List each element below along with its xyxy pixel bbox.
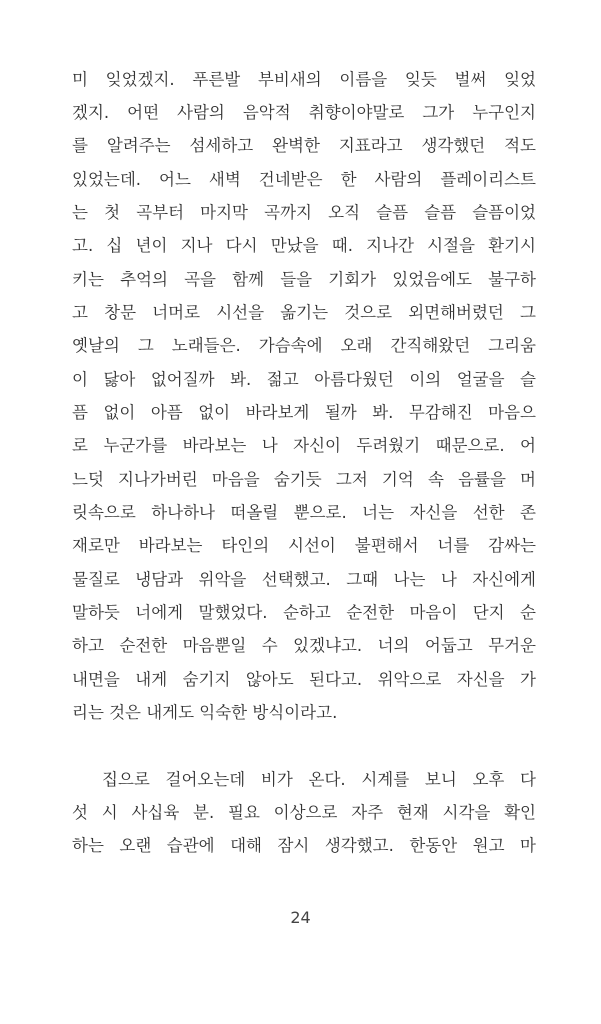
text-line: 릿속으로 하나하나 떠올릴 뿐으로. 너는 자신을 선한 존: [72, 503, 536, 522]
text-line: 섯 시 사십육 분. 필요 이상으로 자주 현재 시각을 확인: [72, 803, 536, 822]
text-line: 를 알려주는 섬세하고 완벽한 지표라고 생각했던 적도: [72, 136, 536, 155]
text-line: 하고 순전한 마음뿐일 수 있겠냐고. 너의 어둡고 무거운: [72, 636, 536, 655]
text-line: 로 누군가를 바라보는 나 자신이 두려웠기 때문으로. 어: [72, 436, 536, 455]
text-line: 미 잊었겠지. 푸른발 부비새의 이름을 잊듯 벌써 잊었: [72, 70, 536, 89]
text-line: 는 첫 곡부터 마지막 곡까지 오직 슬픔 슬픔 슬픔이었: [72, 203, 536, 222]
text-line: 있었는데. 어느 새벽 건네받은 한 사람의 플레이리스트: [72, 170, 536, 189]
text-line: 리는 것은 내게도 익숙한 방식이라고.: [72, 703, 338, 722]
text-line: 픔 없이 아픔 없이 바라보게 될까 봐. 무감해진 마음으: [72, 403, 536, 422]
text-line: 집으로 걸어오는데 비가 온다. 시계를 보니 오후 다: [102, 770, 536, 789]
text-line: 하는 오랜 습관에 대해 잠시 생각했고. 한동안 원고 마: [72, 836, 536, 855]
text-line: 내면을 내게 숨기지 않아도 된다고. 위악으로 자신을 가: [72, 670, 536, 689]
page-number: 24: [290, 908, 311, 927]
text-line: 이 닳아 없어질까 봐. 젊고 아름다웠던 이의 얼굴을 슬: [72, 370, 536, 389]
text-line: 물질로 냉담과 위악을 선택했고. 그때 나는 나 자신에게: [72, 570, 536, 589]
text-line: 겠지. 어떤 사람의 음악적 취향이야말로 그가 누구인지: [72, 103, 536, 122]
text-line: 말하듯 너에게 말했었다. 순하고 순전한 마음이 단지 순: [72, 603, 536, 622]
text-line: 재로만 바라보는 타인의 시선이 불편해서 너를 감싸는: [72, 536, 536, 555]
text-line: 고. 십 년이 지나 다시 만났을 때. 지나간 시절을 환기시: [72, 236, 536, 255]
text-line: 고 창문 너머로 시선을 옮기는 것으로 외면해버렸던 그: [72, 303, 536, 322]
text-line: 느덧 지나가버린 마음을 숨기듯 그저 기억 속 음률을 머: [72, 470, 536, 489]
text-line: 키는 추억의 곡을 함께 들을 기회가 있었음에도 불구하: [72, 270, 536, 289]
text-line: 옛날의 그 노래들은. 가슴속에 오래 간직해왔던 그리움: [72, 336, 536, 355]
